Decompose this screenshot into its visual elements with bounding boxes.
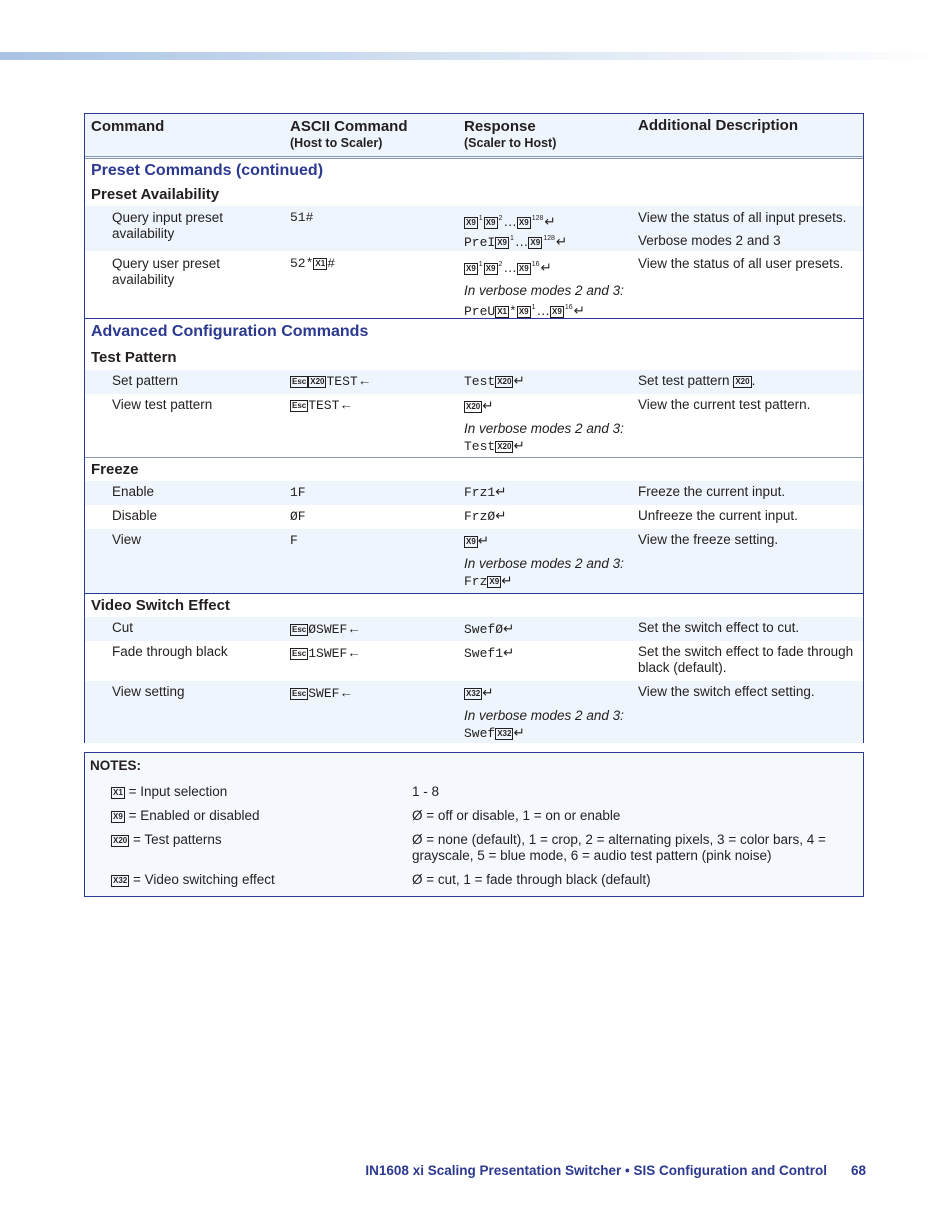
table-row: View setting Esc SWEF← X32 ↵ In verbose modes 2 and 3: Swef X32 ↵ View the switch effect setting. xyxy=(85,681,863,743)
section-title: Preset Commands (continued) xyxy=(91,162,324,179)
note-label: X32 = Video switching effect xyxy=(113,872,275,887)
footer-title: IN1608 xi Scaling Presentation Switcher • SIS Configuration and Control xyxy=(365,1163,827,1178)
esc-key: Esc xyxy=(292,625,307,634)
table-row: Set pattern Esc X20 TEST← Test X20 ↵ Set test pattern X20 . xyxy=(85,370,863,394)
left-arrow-icon: ← xyxy=(339,685,353,700)
return-icon: ↵ xyxy=(477,533,490,548)
page-number: 68 xyxy=(850,1163,866,1178)
response-cell: X32 ↵ In verbose modes 2 and 3: Swef X32 ↵ xyxy=(464,685,624,741)
table-row: Disable ØF FrzØ↵ Unfreeze the current input. xyxy=(112,508,798,524)
return-icon: ↵ xyxy=(513,438,525,453)
return-icon: ↵ xyxy=(513,373,525,388)
subsection-title: Preset Availability xyxy=(91,186,220,203)
return-icon: ↵ xyxy=(573,303,585,318)
left-arrow-icon: ← xyxy=(347,645,361,660)
page-footer xyxy=(0,1163,866,1178)
esc-key: Esc xyxy=(292,689,307,698)
table-row: Cut Esc ØSWEF← SwefØ↵ Set the switch effect to cut. xyxy=(85,617,863,641)
return-icon: ↵ xyxy=(555,234,568,249)
return-icon: ↵ xyxy=(501,573,513,588)
response-cell: X9 $^1$ X9 $^2$… X9 $^{128}$↵ PreI X9 $^1$… X9 $^{128}$↵ xyxy=(464,214,568,250)
esc-key: Esc xyxy=(292,377,307,386)
response-cell: X20 ↵ In verbose modes 2 and 3: Test X20 ↵ xyxy=(464,398,624,454)
return-icon: ↵ xyxy=(495,484,507,499)
esc-key: Esc xyxy=(292,401,307,410)
left-arrow-icon: ← xyxy=(357,373,372,388)
table-row: Query input preset availability 51# X9 $^1$ X9 $^2$… X9 $^{128}$↵ PreI X9 $^1$… X9 $^{128}$↵ View the status of all input presets. Verbose modes 2 and 3 xyxy=(85,206,863,251)
notes-box xyxy=(84,752,864,897)
note-value: Ø = off or disable, 1 = on or enable xyxy=(412,808,621,823)
note-value: Ø = none (default), 1 = crop, 2 = alternating pixels, 3 = color bars, 4 = grayscale, 5 = blue mode, 6 = audio test pattern (pink noise) xyxy=(412,832,826,863)
table-row: Query user preset availability 52* X1 # X9 $^1$ X9 $^2$… X9 $^{16}$↵ In verbose modes 2 and 3: PreU X1 * X9 $^1$… X9 $^{16}$↵ View the status of all user presets. xyxy=(112,256,844,319)
notes-title: NOTES: xyxy=(90,758,142,773)
return-icon: ↵ xyxy=(544,214,556,229)
left-arrow-icon: ← xyxy=(347,621,361,636)
subsection-title: Test Pattern xyxy=(91,349,177,366)
return-icon: ↵ xyxy=(540,260,552,275)
subsection-title: Video Switch Effect xyxy=(91,597,230,614)
return-icon: ↵ xyxy=(482,398,494,413)
table-row: View test pattern Esc TEST← X20 ↵ In verbose modes 2 and 3: Test X20 ↵ View the current test pattern. xyxy=(112,397,811,454)
return-icon: ↵ xyxy=(503,621,515,636)
note-label: X1 = Input selection xyxy=(113,784,228,799)
esc-key: Esc xyxy=(292,649,307,658)
return-icon: ↵ xyxy=(503,645,515,660)
note-value: Ø = cut, 1 = fade through black (default) xyxy=(412,872,651,887)
response-cell: X9 ↵ In verbose modes 2 and 3: Frz X9 ↵ xyxy=(464,533,624,589)
left-arrow-icon: ← xyxy=(339,397,353,412)
section-divider xyxy=(85,318,863,319)
table-row: Fade through black Esc 1SWEF← Swef1↵ Set the switch effect to fade through black (default). xyxy=(112,644,854,675)
header-ascii: ASCII Command (Host to Scaler) xyxy=(290,118,408,150)
return-icon: ↵ xyxy=(495,508,507,523)
command-table xyxy=(84,113,864,743)
note-label: X20 = Test patterns xyxy=(113,832,222,847)
note-value: 1 - 8 xyxy=(412,784,440,799)
header-description: Additional Description xyxy=(638,117,799,134)
subsection-title: Freeze xyxy=(91,461,139,478)
header-command: Command xyxy=(91,118,165,135)
note-label: X9 = Enabled or disabled xyxy=(113,808,260,823)
response-cell: X9 $^1$ X9 $^2$… X9 $^{16}$↵ In verbose modes 2 and 3: PreU X1 * X9 $^1$… X9 $^{16}$↵ xyxy=(464,260,624,319)
return-icon: ↵ xyxy=(513,725,525,740)
table-header xyxy=(85,114,863,159)
section-divider xyxy=(85,593,863,594)
table-row: View F X9 ↵ In verbose modes 2 and 3: Frz X9 ↵ View the freeze setting. xyxy=(85,529,863,593)
header-response: Response (Scaler to Host) xyxy=(464,118,557,150)
return-icon: ↵ xyxy=(482,685,494,700)
top-gradient-bar xyxy=(0,52,950,60)
subsection-divider xyxy=(85,457,863,458)
section-title: Advanced Configuration Commands xyxy=(91,323,369,340)
table-row: Enable 1F Frz1↵ Freeze the current input. xyxy=(85,481,863,505)
